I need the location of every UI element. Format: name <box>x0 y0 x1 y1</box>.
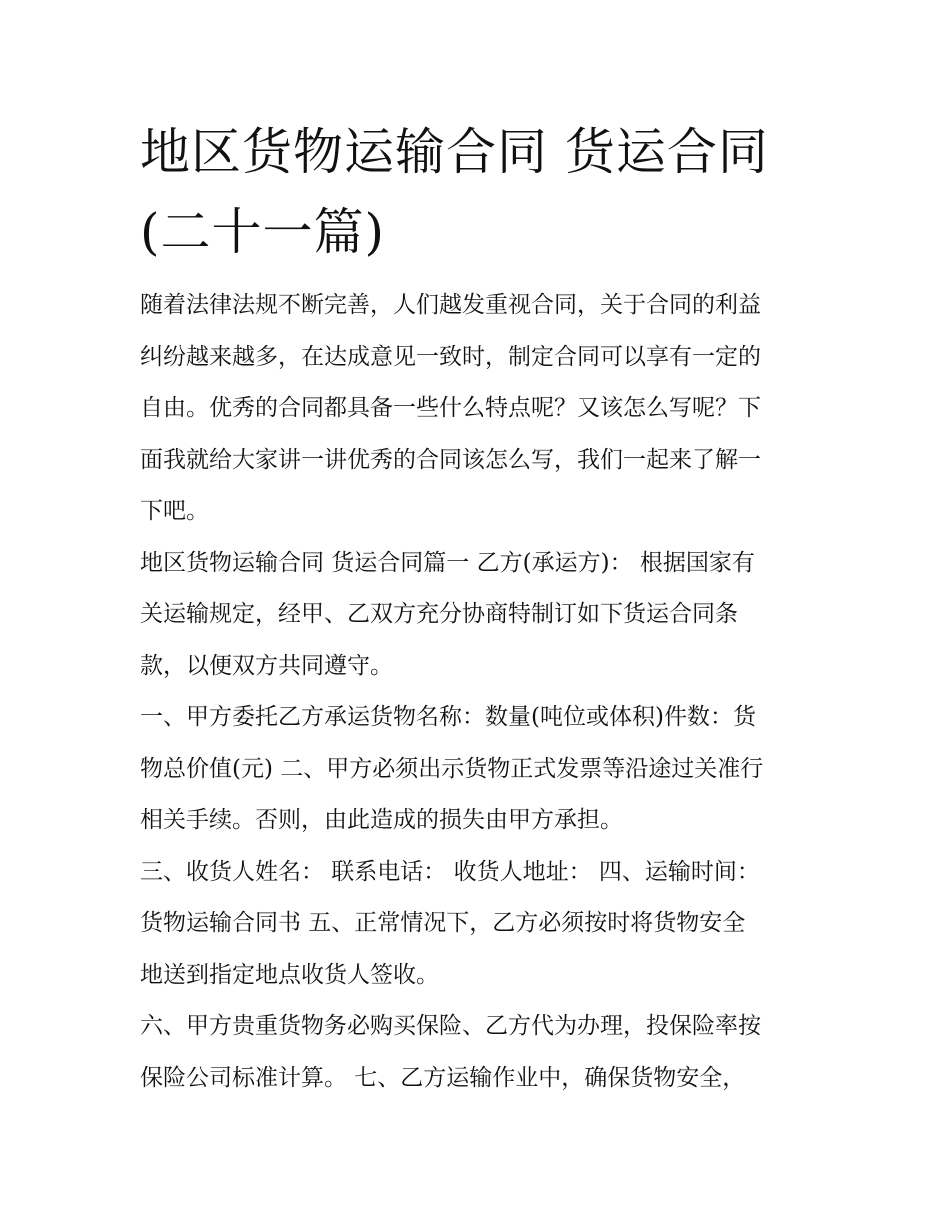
paragraph-clause-3-5 <box>140 847 820 1002</box>
text-line: 地区货物运输合同 货运合同篇一 乙方(承运方)： 根据国家有 <box>140 549 755 576</box>
text-line: 保险公司标准计算。 七、乙方运输作业中，确保货物安全， <box>140 1064 746 1091</box>
title-line: 地区货物运输合同 货运合同 <box>140 123 769 181</box>
paragraph-clause-6-7 <box>140 1001 820 1104</box>
text-line: 面我就给大家讲一讲优秀的合同该怎么写，我们一起来了解一 <box>140 446 761 473</box>
text-line: 纠纷越来越多，在达成意见一致时，制定合同可以享有一定的 <box>140 343 761 370</box>
document-page <box>140 112 820 1104</box>
text-line: 款，以便双方共同遵守。 <box>140 652 393 679</box>
text-line: 三、收货人姓名： 联系电话： 收货人地址： 四、运输时间： <box>140 858 760 885</box>
text-line: 货物运输合同书 五、正常情况下，乙方必须按时将货物安全 <box>140 910 746 936</box>
text-line: 自由。优秀的合同都具备一些什么特点呢？又该怎么写呢？下 <box>140 395 761 421</box>
paragraph-section-one <box>140 538 820 693</box>
text-line: 相关手续。否则，由此造成的损失由甲方承担。 <box>140 807 623 833</box>
text-line: 六、甲方贵重货物务必购买保险、乙方代为办理，投保险率按 <box>140 1013 761 1039</box>
text-line: 地送到指定地点收货人签收。 <box>140 961 439 988</box>
text-line: 一、甲方委托乙方承运货物名称：数量(吨位或体积)件数：货 <box>140 704 756 730</box>
title-line: (二十一篇) <box>140 203 386 261</box>
document-title <box>140 112 820 272</box>
text-line: 随着法律法规不断完善，人们越发重视合同，关于合同的利益 <box>140 292 761 318</box>
text-line: 物总价值(元) 二、甲方必须出示货物正式发票等沿途过关准行 <box>140 755 764 782</box>
text-line: 下吧。 <box>140 498 209 524</box>
text-line: 关运输规定，经甲、乙双方充分协商特制订如下货运合同条 <box>140 601 738 627</box>
paragraph-intro <box>140 280 820 538</box>
paragraph-clause-1-2 <box>140 692 820 847</box>
